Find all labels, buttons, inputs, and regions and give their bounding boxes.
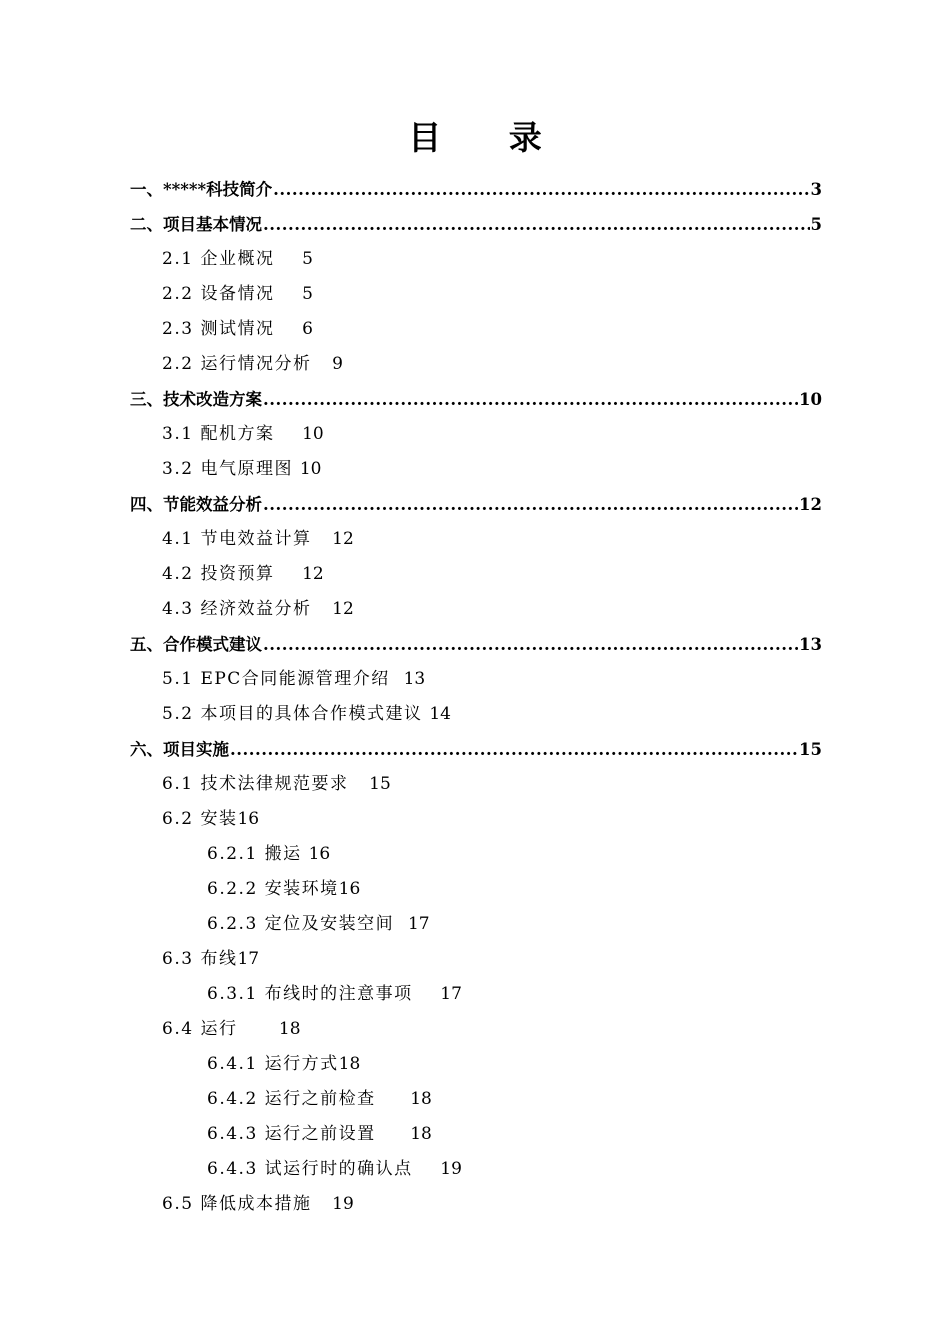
toc-entry-page-number: 17 [407, 914, 430, 934]
toc-entry-page-number: 17 [237, 949, 260, 969]
toc-entry-gap [274, 557, 302, 592]
toc-entry-gap [311, 1187, 332, 1222]
toc-entry-page-number: 5 [302, 284, 313, 304]
toc-entry-label: 3.2 电气原理图 [162, 459, 293, 479]
toc-entry-label: 五、合作模式建议 [130, 635, 262, 654]
toc-entry-page-number: 10 [799, 390, 822, 409]
toc-entry-gap [274, 242, 302, 277]
toc-entry-page-number: 18 [410, 1089, 432, 1109]
toc-dot-leader [273, 172, 809, 207]
toc-entry-label: 6.4.1 运行方式 [207, 1054, 339, 1074]
toc-dot-leader [263, 487, 798, 522]
toc-entry-label: 6.4.3 运行之前设置 [207, 1124, 376, 1144]
toc-entry-page-number: 13 [403, 669, 426, 689]
toc-entry-label: 2.2 运行情况分析 [162, 354, 312, 374]
toc-entry-page-number: 16 [308, 844, 331, 864]
toc-entry-level-2[interactable] [130, 312, 822, 347]
toc-entry-label: 6.3.1 布线时的注意事项 [207, 984, 413, 1004]
toc-entry-level-1[interactable] [130, 172, 822, 207]
toc-entry-gap [376, 1117, 411, 1152]
toc-entry-label: 4.3 经济效益分析 [162, 599, 312, 619]
toc-entry-label: 4.1 节电效益计算 [162, 529, 312, 549]
toc-list [130, 172, 822, 1222]
toc-entry-page-number: 19 [332, 1194, 354, 1214]
toc-entry-level-3[interactable] [130, 1047, 822, 1082]
toc-entry-level-2[interactable] [130, 277, 822, 312]
toc-dot-leader [230, 732, 798, 767]
toc-entry-label: 2.2 设备情况 [162, 284, 275, 304]
toc-entry-gap [376, 1082, 411, 1117]
toc-entry-gap [413, 977, 441, 1012]
toc-entry-page-number: 13 [799, 635, 822, 654]
toc-entry-label: 6.4.3 试运行时的确认点 [207, 1159, 413, 1179]
toc-entry-gap [413, 1152, 441, 1187]
toc-entry-gap [237, 1012, 278, 1047]
toc-entry-label: 六、项目实施 [130, 740, 229, 759]
toc-dot-leader [263, 207, 810, 242]
toc-entry-level-2[interactable] [130, 557, 822, 592]
toc-entry-label: 2.3 测试情况 [162, 319, 275, 339]
toc-entry-label: 6.1 技术法律规范要求 [162, 774, 349, 794]
toc-entry-page-number: 10 [299, 459, 322, 479]
toc-entry-page-number: 16 [237, 809, 260, 829]
toc-entry-label: 二、项目基本情况 [130, 215, 262, 234]
toc-entry-label: 3.1 配机方案 [162, 424, 275, 444]
toc-entry-level-3[interactable] [130, 977, 822, 1012]
toc-entry-gap [311, 522, 332, 557]
toc-entry-gap [274, 417, 302, 452]
toc-entry-gap [422, 697, 429, 732]
toc-entry-level-2[interactable] [130, 662, 822, 697]
toc-entry-page-number: 9 [332, 354, 343, 374]
toc-entry-page-number: 17 [440, 984, 462, 1004]
toc-entry-label: 6.2.2 安装环境 [207, 879, 339, 899]
toc-entry-level-3[interactable] [130, 1117, 822, 1152]
toc-entry-gap [348, 767, 369, 802]
toc-entry-page-number: 18 [278, 1019, 301, 1039]
toc-entry-gap [274, 277, 302, 312]
toc-entry-page-number: 18 [410, 1124, 432, 1144]
toc-dot-leader [263, 382, 798, 417]
toc-entry-gap [311, 592, 332, 627]
toc-entry-label: 6.4.2 运行之前检查 [207, 1089, 376, 1109]
toc-entry-gap [311, 347, 332, 382]
toc-entry-page-number: 19 [440, 1159, 462, 1179]
toc-entry-page-number: 5 [302, 249, 313, 269]
toc-entry-level-2[interactable] [130, 802, 822, 837]
toc-entry-gap [293, 452, 300, 487]
toc-entry-level-1[interactable] [130, 382, 822, 417]
toc-entry-label: 5.1 EPC合同能源管理介绍 [162, 669, 390, 689]
toc-entry-label: 一、*****科技简介 [130, 180, 273, 199]
toc-entry-level-3[interactable] [130, 872, 822, 907]
toc-entry-label: 6.2 安装 [162, 809, 238, 829]
toc-entry-page-number: 12 [302, 564, 324, 584]
toc-entry-gap [274, 312, 302, 347]
toc-entry-level-2[interactable] [130, 522, 822, 557]
toc-entry-level-3[interactable] [130, 1152, 822, 1187]
toc-entry-level-2[interactable] [130, 697, 822, 732]
toc-entry-label: 四、节能效益分析 [130, 495, 262, 514]
toc-entry-level-2[interactable] [130, 592, 822, 627]
toc-entry-label: 4.2 投资预算 [162, 564, 275, 584]
toc-dot-leader [263, 627, 798, 662]
toc-entry-page-number: 12 [799, 495, 822, 514]
toc-title: 目 录 [408, 118, 570, 157]
toc-entry-level-3[interactable] [130, 1082, 822, 1117]
toc-entry-level-2[interactable] [130, 347, 822, 382]
toc-entry-level-1[interactable] [130, 487, 822, 522]
toc-entry-level-1[interactable] [130, 732, 822, 767]
toc-entry-level-2[interactable] [130, 942, 822, 977]
toc-entry-label: 6.4 运行 [162, 1019, 238, 1039]
toc-entry-label: 2.1 企业概况 [162, 249, 275, 269]
toc-entry-label: 三、技术改造方案 [130, 390, 262, 409]
toc-entry-level-2[interactable] [130, 417, 822, 452]
toc-entry-page-number: 15 [369, 774, 391, 794]
toc-entry-level-2[interactable] [130, 242, 822, 277]
toc-entry-page-number: 18 [338, 1054, 361, 1074]
toc-entry-level-1[interactable] [130, 627, 822, 662]
toc-entry-label: 6.2.1 搬运 [207, 844, 302, 864]
toc-entry-label: 5.2 本项目的具体合作模式建议 [162, 704, 423, 724]
toc-entry-page-number: 14 [429, 704, 451, 724]
toc-entry-gap [302, 837, 309, 872]
toc-entry-label: 6.3 布线 [162, 949, 238, 969]
toc-entry-gap [394, 907, 408, 942]
toc-entry-page-number: 3 [810, 180, 822, 199]
toc-entry-level-3[interactable] [130, 907, 822, 942]
toc-entry-level-2[interactable] [130, 1012, 822, 1047]
toc-entry-level-2[interactable] [130, 452, 822, 487]
toc-entry-label: 6.5 降低成本措施 [162, 1194, 312, 1214]
toc-entry-page-number: 5 [810, 215, 822, 234]
toc-entry-page-number: 10 [302, 424, 324, 444]
toc-entry-level-3[interactable] [130, 837, 822, 872]
toc-entry-page-number: 12 [332, 599, 354, 619]
toc-entry-level-2[interactable] [130, 1187, 822, 1222]
toc-entry-level-1[interactable] [130, 207, 822, 242]
toc-entry-page-number: 12 [332, 529, 354, 549]
toc-entry-label: 6.2.3 定位及安装空间 [207, 914, 395, 934]
toc-entry-page-number: 15 [799, 740, 822, 759]
toc-entry-gap [390, 662, 404, 697]
toc-entry-page-number: 16 [338, 879, 361, 899]
toc-entry-level-2[interactable] [130, 767, 822, 802]
toc-entry-page-number: 6 [302, 319, 313, 339]
